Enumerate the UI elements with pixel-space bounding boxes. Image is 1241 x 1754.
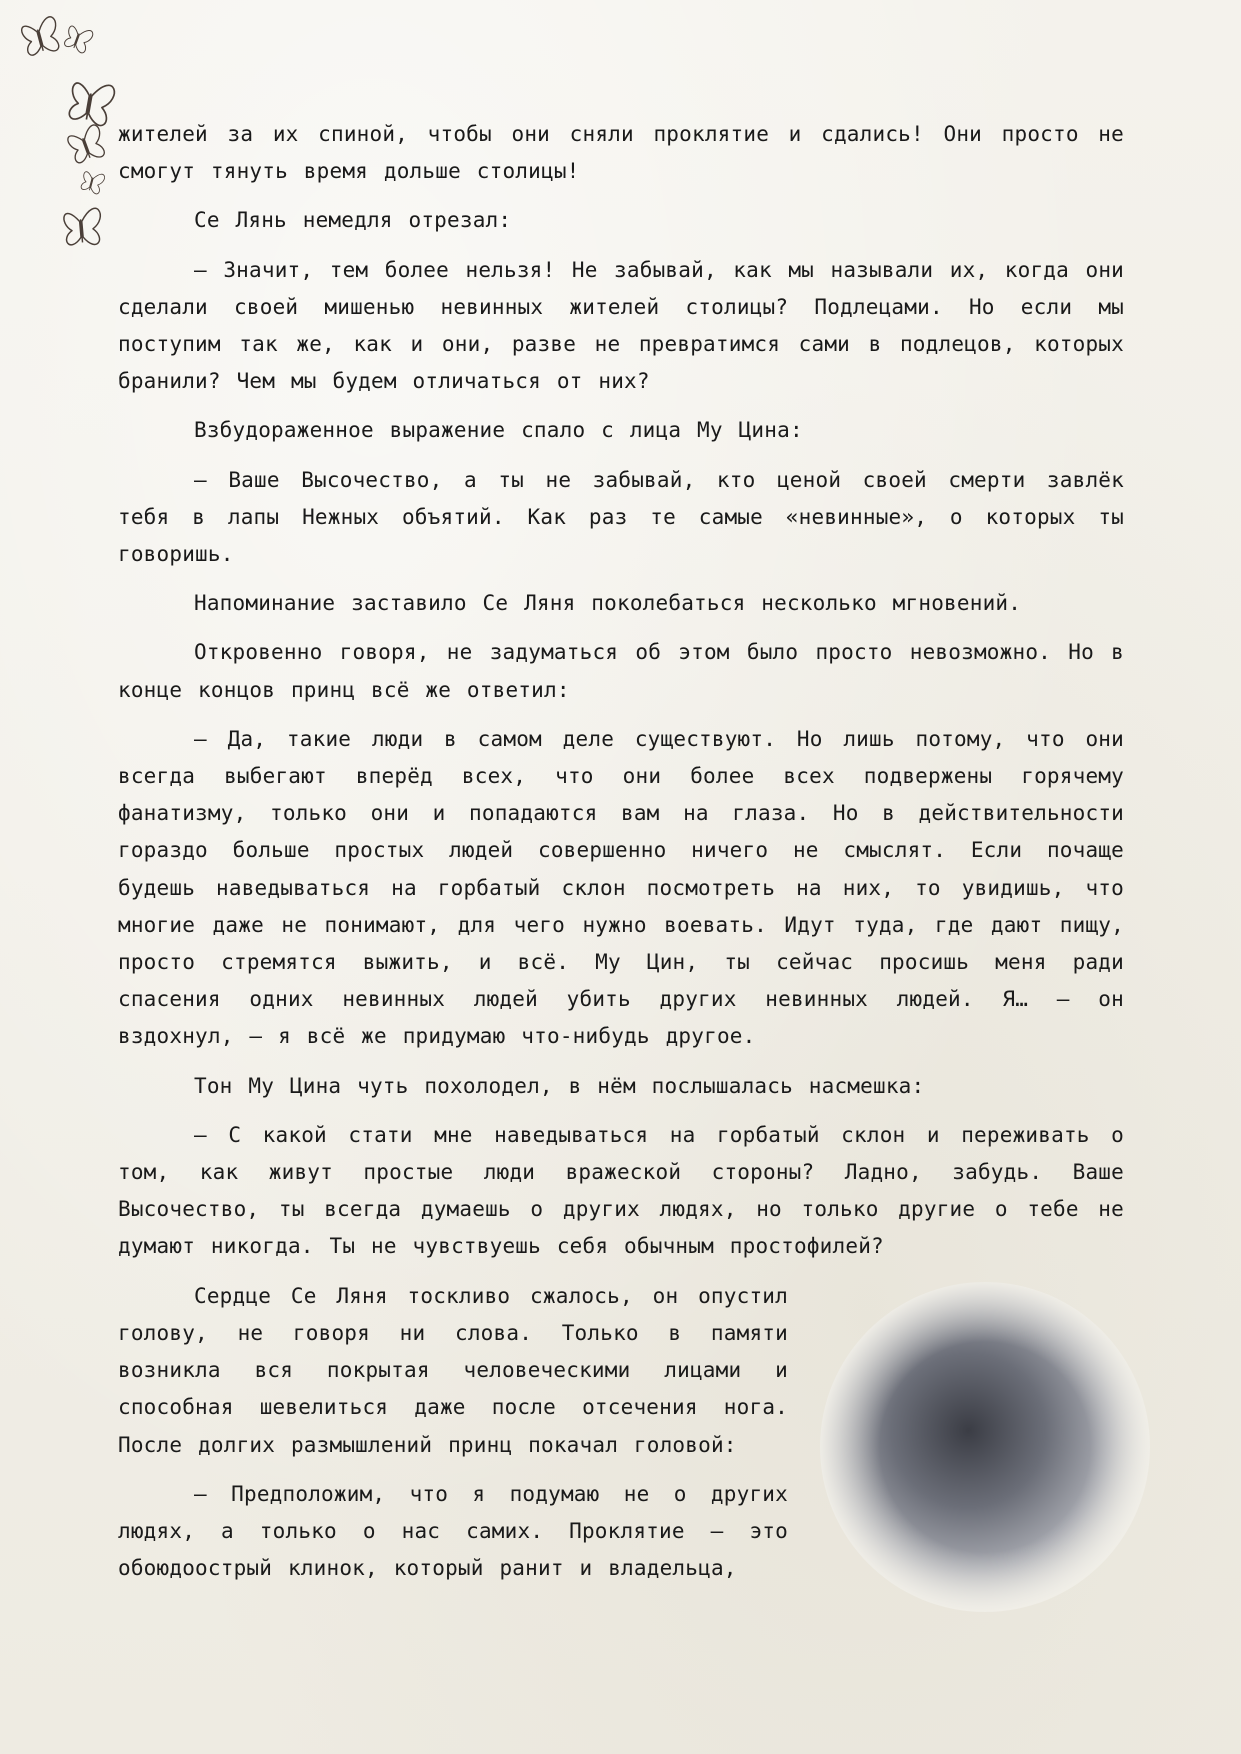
paragraph: Тон Му Цина чуть похолодел, в нём послышалась насмешка:	[194, 1073, 925, 1098]
paragraph: Взбудораженное выражение спало с лица Му Цина:	[194, 418, 803, 443]
text-column-full	[118, 116, 1124, 1266]
paragraph: Се Лянь немедля отрезал:	[194, 208, 512, 233]
paragraph: — Предположим, что я подумаю не о других людях, а только о нас самих. Проклятие — это обоюдоострый клинок, который ранит и владельца,	[118, 1481, 788, 1581]
paragraph: Сердце Се Ляня тоскливо сжалось, он опустил голову, не говоря ни слова. Только в памяти возникла вся покрытая человеческими лицами и способная шевелиться даже после отсечения нога. После долгих размышлений принц покачал головой:	[118, 1283, 788, 1457]
ink-illustration-icon	[820, 1282, 1150, 1612]
paragraph: Напоминание заставило Се Ляня поколебаться несколько мгновений.	[194, 591, 1022, 616]
paragraph: Откровенно говоря, не задуматься об этом было просто невозможно. Но в конце концов принц всё же ответил:	[118, 640, 1124, 702]
paragraph: — Значит, тем более нельзя! Не забывай, как мы называли их, когда они сделали своей мишенью невинных жителей столицы? Подлецами. Но если мы поступим так же, как и они, разве не превратимся сами в подлецов, которых бранили? Чем мы будем отличаться от них?	[118, 257, 1124, 394]
paragraph: жителей за их спиной, чтобы они сняли проклятие и сдались! Они просто не смогут тянуть время дольше столицы!	[118, 122, 1124, 184]
paragraph: — С какой стати мне наведываться на горбатый склон и переживать о том, как живут простые люди вражеской стороны? Ладно, забудь. Ваше Высочество, ты всегда думаешь о других людях, но только другие о тебе не думают никогда. Ты не чувствуешь себя обычным простофилей?	[118, 1122, 1124, 1259]
paragraph: — Да, такие люди в самом деле существуют. Но лишь потому, что они всегда выбегают вперёд всех, что они более всех подвержены горячему фанатизму, только они и попадаются вам на глаза. Но в действительности гораздо больше простых людей совершенно ничего не смыслят. Если почаще будешь наведываться на горбатый склон посмотреть на них, то увидишь, что многие даже не понимают, для чего нужно воевать. Идут туда, где дают пищу, просто стремятся выжить, и всё. Му Цин, ты сейчас просишь меня ради спасения одних невинных людей убить других невинных людей. Я… — он вздохнул, — я всё же придумаю что-нибудь другое.	[118, 726, 1124, 1049]
paragraph: — Ваше Высочество, а ты не забывай, кто ценой своей смерти завлёк тебя в лапы Нежных объятий. Как раз те самые «невинные», о которых ты говоришь.	[118, 467, 1124, 567]
